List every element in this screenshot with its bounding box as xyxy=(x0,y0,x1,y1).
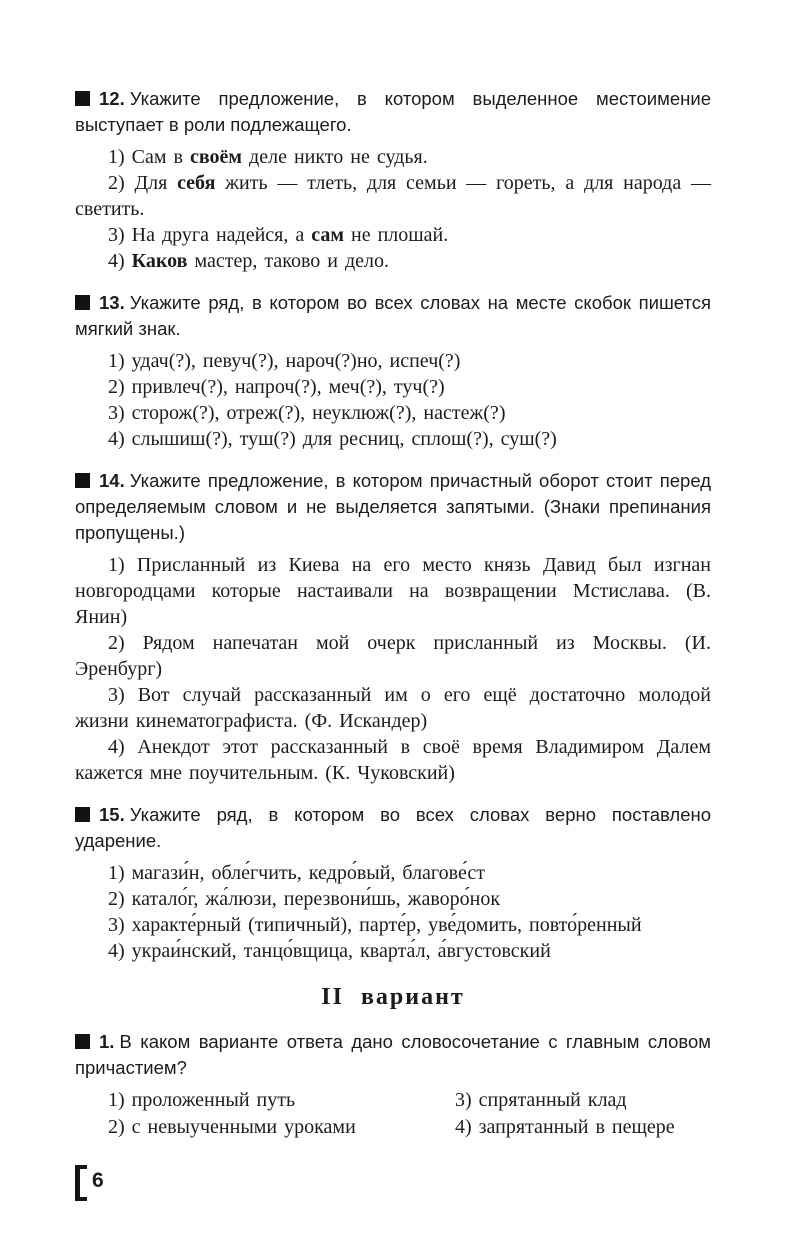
question-prompt-text: Укажите предложение, в котором причастный оборот стоит перед определяемым словом и не выделяется запятыми. (Знаки препинания пропущены.) xyxy=(75,470,711,543)
question-15 xyxy=(75,802,711,964)
answer-option: 2) Для себя жить — тлеть, для семьи — гореть, а для народа — светить. xyxy=(75,172,711,220)
question-prompt-text: Укажите предложение, в котором выделенное местоимение выступает в роли подлежащего. xyxy=(75,88,711,135)
question-number: 13. xyxy=(99,292,125,313)
question-prompt xyxy=(75,468,711,546)
answer-option: 3) спрятанный клад xyxy=(455,1089,627,1111)
page-number-bracket-icon xyxy=(75,1165,87,1201)
question-marker-square-icon xyxy=(75,473,90,488)
question-v2-1 xyxy=(75,1029,711,1141)
answer-option: 1) проложенный путь xyxy=(108,1089,296,1111)
answer-option: 2) катало́г, жа́люзи, перезвони́шь, жаворо́нок xyxy=(108,888,501,910)
answer-option: 3) сторож(?), отреж(?), неуклюж(?), настеж(?) xyxy=(108,402,506,424)
question-marker-square-icon xyxy=(75,295,90,310)
answer-option: 1) Сам в своём деле никто не судья. xyxy=(108,146,428,168)
answer-option: 3) Вот случай рассказанный им о его ещё достаточно молодой жизни кинематографиста. (Ф. Искандер) xyxy=(75,684,711,732)
question-prompt-text: Укажите ряд, в котором во всех словах верно поставлено ударение. xyxy=(75,804,711,851)
question-number: 1. xyxy=(99,1031,115,1052)
answer-option: 1) магази́н, обле́гчить, кедро́вый, благове́ст xyxy=(108,862,485,884)
question-prompt-text: В каком варианте ответа дано словосочетание с главным словом причастием? xyxy=(75,1031,711,1078)
question-prompt xyxy=(75,1029,711,1081)
question-12 xyxy=(75,86,711,274)
answer-option-row xyxy=(75,1114,711,1141)
answer-option: 4) Анекдот этот рассказанный в своё время Владимиром Далем кажется мне поучительным. (К. Чуковский) xyxy=(75,736,711,784)
question-marker-square-icon xyxy=(75,807,90,822)
variant-2-heading: II вариант xyxy=(321,984,465,1010)
question-14 xyxy=(75,468,711,786)
question-13 xyxy=(75,290,711,452)
question-prompt xyxy=(75,290,711,342)
answer-option: 4) запрятанный в пещере xyxy=(455,1116,675,1138)
question-prompt xyxy=(75,802,711,854)
answer-option: 2) Рядом напечатан мой очерк присланный из Москвы. (И. Эренбург) xyxy=(75,632,711,680)
answer-option: 1) Присланный из Киева на его место князь Давид был изгнан новгородцами которые настаивали на возвращении Мстислава. (В. Янин) xyxy=(75,554,711,628)
answer-option: 3) характе́рный (типичный), парте́р, уве́домить, повто́ренный xyxy=(108,914,642,936)
page-content xyxy=(75,86,711,1201)
answer-option: 4) украи́нский, танцо́вщица, кварта́л, а́вгустовский xyxy=(108,940,551,962)
answer-option: 3) На друга надейся, а сам не плошай. xyxy=(108,224,449,246)
answer-option: 4) слышиш(?), туш(?) для ресниц, сплош(?), суш(?) xyxy=(108,428,557,450)
answer-option-row xyxy=(75,1087,711,1114)
question-number: 15. xyxy=(99,804,125,825)
question-marker-square-icon xyxy=(75,91,90,106)
question-prompt-text: Укажите ряд, в котором во всех словах на месте скобок пишется мягкий знак. xyxy=(75,292,711,339)
question-number: 12. xyxy=(99,88,125,109)
answer-option: 4) Каков мастер, таково и дело. xyxy=(108,250,389,272)
answer-option: 2) привлеч(?), напроч(?), меч(?), туч(?) xyxy=(108,376,445,398)
answer-option: 1) удач(?), певуч(?), нароч(?)но, испеч(?) xyxy=(108,350,461,372)
question-marker-square-icon xyxy=(75,1034,90,1049)
answer-option: 2) с невыученными уроками xyxy=(108,1116,356,1138)
page-footer xyxy=(75,1165,711,1201)
question-prompt xyxy=(75,86,711,138)
page-number: 6 xyxy=(92,1169,104,1192)
question-number: 14. xyxy=(99,470,125,491)
